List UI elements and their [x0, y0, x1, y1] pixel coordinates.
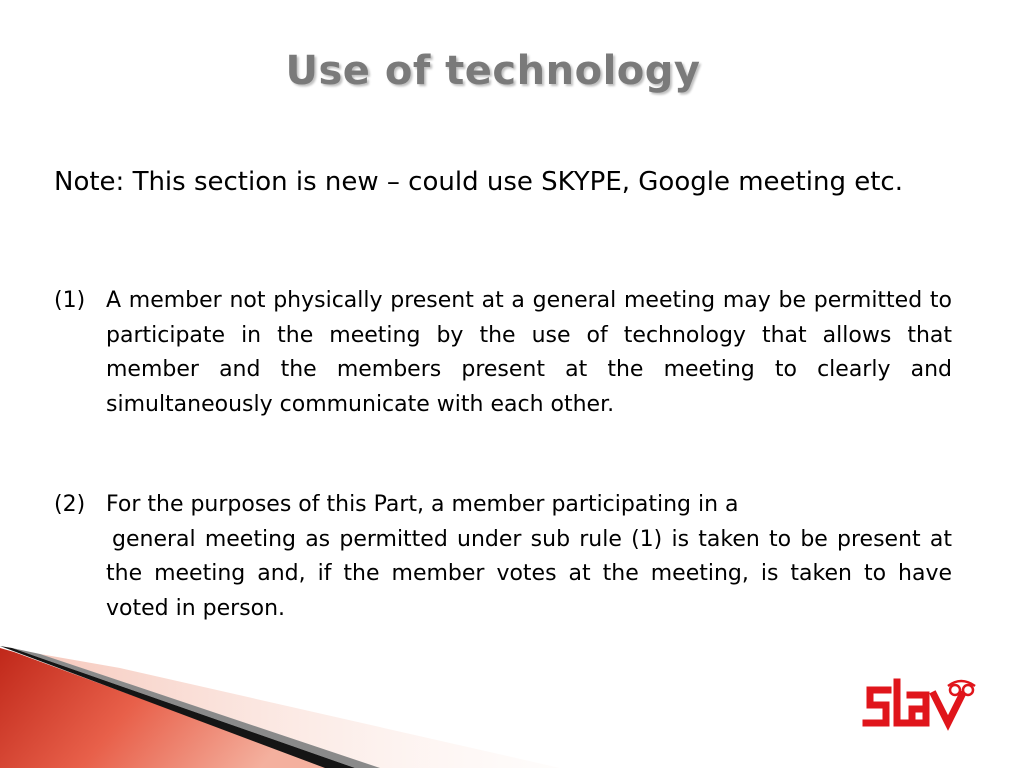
rule-text-first-line: For the purposes of this Part, a member participating in a	[106, 492, 739, 517]
rule-number: (1)	[54, 288, 86, 313]
section-note: Note: This section is new – could use SKYPE, Google meeting etc.	[54, 167, 903, 197]
logo-eye-left	[950, 685, 960, 695]
slav-logo	[862, 678, 982, 734]
rule-text-continuation	[106, 523, 952, 627]
rule-text: A member not physically present at a general meeting may be permitted to participate in the meeting by the use of technology that allows that member and the members present at the meeting to clearly and simultaneously communicate with each other.	[106, 288, 952, 417]
slide-title: Use of technology	[285, 48, 701, 94]
logo-letter-s	[866, 690, 888, 723]
logo-letter-l	[897, 682, 906, 723]
rule-number: (2)	[54, 492, 86, 517]
rule-item-2	[54, 488, 952, 626]
rule-item-1	[54, 284, 952, 422]
logo-letter-a	[910, 695, 926, 723]
logo-letter-v	[934, 695, 962, 723]
rule-text-rest: general meeting as permitted under sub rule (1) is taken to be present at the meeting and, if the member votes at the meeting, is taken to have voted in person.	[106, 526, 952, 621]
logo-eye-right	[963, 685, 973, 695]
